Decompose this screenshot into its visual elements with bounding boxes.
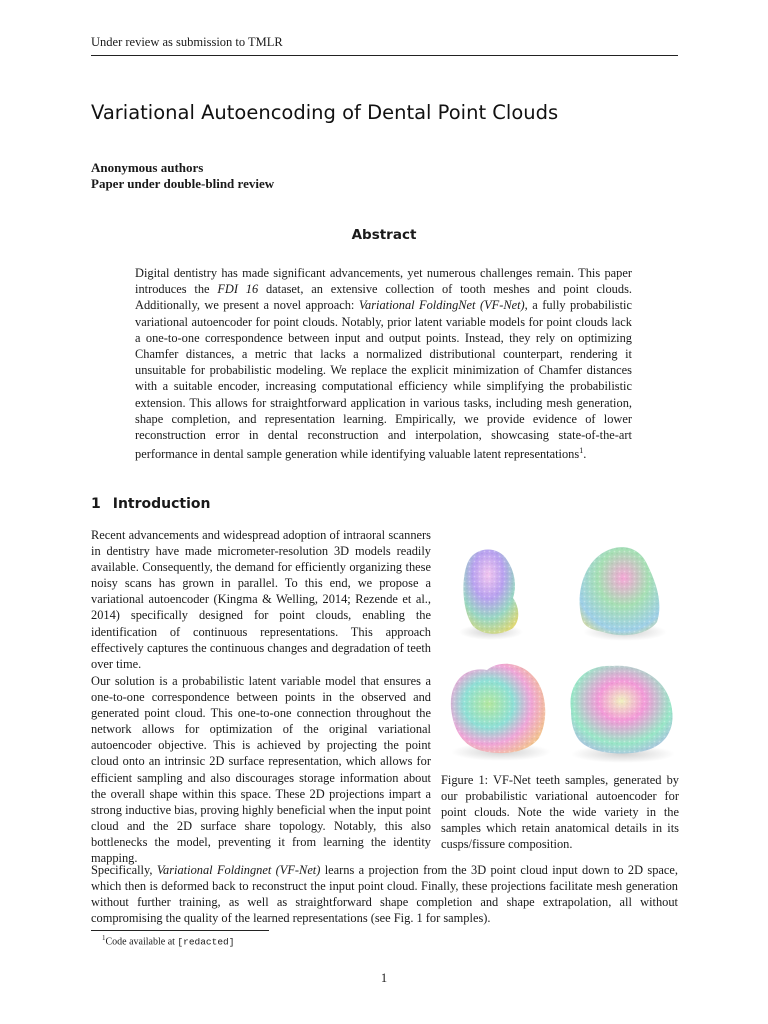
tooth-sample-1: [459, 550, 523, 641]
abstract-text-3: , a fully probabilistic variational autoencoder for point clouds. Notably, prior latent variable models for point clouds lack a one-to-one correspondence between input and output points. Instead, they rely on optimizing Chamfer distances, a metric that lacks a normalized distributional counterpart, rendering it unsuitable for probabilistic modeling. We replace the explicit minimization of Chamfer distances with a suitable encoder, increasing computational efficiency while simplifying the probabilistic extension. This allows for straightforward application in various tasks, including mesh generation, shape completion, and representation learning. Empirically, we provide evidence of lower reconstruction error in dental reconstruction and interpolation, showcasing state-of-the-art performance in dental sample generation while identifying valuable latent representations: [135, 298, 633, 462]
paper-title: Variational Autoencoding of Dental Point Clouds: [91, 101, 559, 124]
intro-paragraph-3: [91, 862, 678, 926]
tooth-sample-3: [451, 664, 551, 761]
figure-caption: Figure 1: VF-Net teeth samples, generated by our probabilistic variational autoencoder for point clouds. Note the wide variety in the samples which retain anatomical details in its cusps/fissure composition.: [441, 773, 679, 852]
dataset-name: FDI 16: [217, 282, 259, 297]
abstract-text-2: dataset, an extensive collection of tooth meshes and point clouds. Additionally, we present a novel approach:: [135, 282, 632, 313]
method-name: Variational FoldingNet (VF-Net): [358, 298, 525, 313]
abstract-text-1: Digital dentistry has made significant advancements, yet numerous challenges remain. This paper introduces the: [135, 266, 632, 297]
para3-text-b: learns a projection from the 3D point cloud input down to 2D space, which then is deformed back to reconstruct the input point cloud. Finally, these projections facilitate mesh generation without further training, as well as straightforward shape completion and shape extrapolation, all without compromising the quality of the learned representations (see Fig. 1 for samples).: [91, 863, 678, 926]
method-name-intro: Variational Foldingnet (VF-Net): [156, 863, 321, 877]
review-line: Paper under double-blind review: [91, 176, 275, 191]
running-header: Under review as submission to TMLR: [91, 35, 678, 56]
abstract-body: [135, 265, 632, 463]
figure-tooth-samples: [443, 540, 681, 768]
footnote: [102, 934, 234, 947]
footnote-code: [redacted]: [177, 936, 235, 948]
para3-text-a: Specifically,: [91, 863, 157, 877]
tooth-samples-image: [443, 540, 681, 768]
abstract-heading: Abstract: [351, 227, 417, 243]
page-number: 1: [380, 971, 388, 985]
abstract-text-4: .: [583, 447, 587, 462]
author-block: [91, 160, 274, 192]
tooth-sample-2: [580, 547, 667, 641]
footnote-text: Code available at: [105, 936, 178, 948]
section-title: Introduction: [112, 496, 211, 512]
authors-line: Anonymous authors: [91, 160, 204, 175]
intro-paragraph-2: Our solution is a probabilistic latent variable model that ensures a one-to-one correspondence between points in the observed and generated point cloud. This one-to-one connection throughout the network allows for optimization of the original variational autoencoder objective. This is achieved by projecting the point cloud onto an intrinsic 2D surface representation, which allows for efficient sampling and also discourages storage information about the overall shape within this space. These 2D projections impart a strong inductive bias, proving highly beneficial when the input point cloud and the 2D surface share topology. Notably, this also bottlenecks the model, preventing it from learning the identity mapping.: [91, 674, 431, 866]
tooth-sample-4: [570, 666, 675, 763]
footnote-marker[interactable]: 1: [579, 446, 584, 456]
footnote-number: 1: [102, 934, 106, 942]
section-number: 1: [91, 496, 101, 512]
footnote-rule: [91, 930, 269, 931]
intro-paragraph-1: Recent advancements and widespread adoption of intraoral scanners in dentistry have made micrometer-resolution 3D models readily available. Consequently, the demand for efficiently organizing these noisy scans has grown in parallel. To this end, we propose a variational autoencoder (Kingma & Welling, 2014; Rezende et al., 2014) specifically designed for point clouds, enabling the identification of continuous representations. This approach effectively captures the continuous changes and degradation of teeth over time.: [91, 528, 431, 671]
section-heading: [91, 496, 211, 512]
